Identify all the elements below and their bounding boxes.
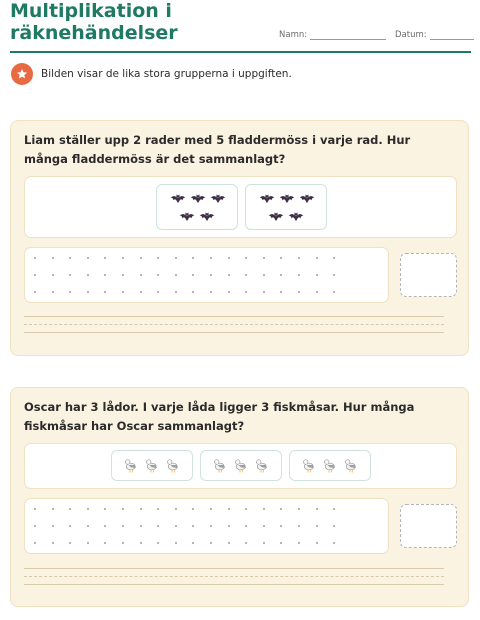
bat-icon (210, 193, 226, 205)
grid-dot (210, 291, 212, 293)
grid-dot (69, 508, 71, 510)
grid-dot (175, 508, 177, 510)
grid-dot (228, 525, 230, 527)
seagull-icon (145, 456, 160, 474)
grid-dot (34, 508, 36, 510)
seagull-icon (344, 456, 359, 474)
grid-dot (140, 525, 142, 527)
bat-icon (268, 211, 284, 223)
grid-dot (157, 525, 159, 527)
grid-dot (157, 508, 159, 510)
writing-line-guide (24, 324, 444, 325)
bat-icon (190, 193, 206, 205)
grid-dot (263, 274, 265, 276)
grid-dot (333, 274, 335, 276)
grid-dot (298, 542, 300, 544)
grid-dot (333, 525, 335, 527)
grid-dot (122, 291, 124, 293)
grid-dot (140, 291, 142, 293)
grid-dot (316, 291, 318, 293)
grid-dot (280, 508, 282, 510)
grid-dot (87, 274, 89, 276)
grid-dot (210, 542, 212, 544)
grid-dot (104, 291, 106, 293)
picture-panel (24, 176, 457, 238)
date-line[interactable] (430, 38, 474, 40)
grid-dot (192, 525, 194, 527)
grid-dot (192, 508, 194, 510)
grid-dot (104, 508, 106, 510)
grid-dot (34, 542, 36, 544)
grid-dot (157, 274, 159, 276)
grid-dot (175, 291, 177, 293)
writing-line[interactable] (24, 584, 444, 585)
name-field[interactable] (279, 30, 386, 40)
grid-dot (298, 257, 300, 259)
seagull-icon (302, 456, 317, 474)
seagull-icon (234, 456, 249, 474)
instruction-text: Bilden visar de lika stora grupperna i uppgiften. (41, 68, 292, 80)
answer-box[interactable] (400, 504, 457, 548)
grid-dot (245, 257, 247, 259)
grid-dot (192, 291, 194, 293)
grid-dot (263, 508, 265, 510)
grid-dot (52, 542, 54, 544)
grid-dot (192, 274, 194, 276)
grid-dot (69, 291, 71, 293)
bat-icon (170, 193, 186, 205)
grid-dot (228, 542, 230, 544)
star-icon (11, 63, 33, 85)
grid-dot (122, 257, 124, 259)
grid-dot (69, 257, 71, 259)
grid-dot (104, 257, 106, 259)
grid-dot (69, 525, 71, 527)
grid-dot (210, 257, 212, 259)
grid-dot (52, 257, 54, 259)
writing-line[interactable] (24, 568, 444, 569)
bat-group (245, 184, 327, 230)
grid-dot (87, 525, 89, 527)
grid-dot (122, 274, 124, 276)
bat-icon (279, 193, 295, 205)
seagull-icon (124, 456, 139, 474)
grid-dot (280, 542, 282, 544)
writing-line[interactable] (24, 332, 444, 333)
grid-dot (298, 525, 300, 527)
grid-dot (34, 257, 36, 259)
grid-dot (87, 542, 89, 544)
grid-dot (157, 291, 159, 293)
grid-dot (157, 542, 159, 544)
grid-dot (104, 525, 106, 527)
picture-panel (24, 443, 457, 489)
writing-line[interactable] (24, 316, 444, 317)
grid-dot (122, 525, 124, 527)
grid-dot (228, 291, 230, 293)
grid-dot (245, 542, 247, 544)
seagull-icon (166, 456, 181, 474)
bat-icon (299, 193, 315, 205)
grid-dot (140, 542, 142, 544)
grid-dot (157, 257, 159, 259)
grid-dot (333, 257, 335, 259)
grid-dot (52, 508, 54, 510)
grid-dot (280, 291, 282, 293)
grid-dot (34, 291, 36, 293)
grid-dot (245, 508, 247, 510)
grid-dot (316, 274, 318, 276)
grid-dot (280, 525, 282, 527)
grid-dot (69, 542, 71, 544)
grid-dot (228, 257, 230, 259)
seagull-icon (323, 456, 338, 474)
grid-dot (87, 508, 89, 510)
question-text: Oscar har 3 lådor. I varje låda ligger 3 fiskmåsar. Hur många fiskmåsar har Oscar sammanlagt? (24, 400, 415, 433)
grid-dot (34, 525, 36, 527)
header-rule (10, 51, 471, 53)
grid-dot (34, 274, 36, 276)
grid-dot (298, 274, 300, 276)
grid-dot (122, 508, 124, 510)
grid-dot (210, 525, 212, 527)
name-label: Namn: (279, 30, 308, 40)
question-text: Liam ställer upp 2 rader med 5 fladdermöss i varje rad. Hur många fladdermöss är det sammanlagt? (24, 133, 411, 166)
grid-dot (210, 508, 212, 510)
grid-dot (69, 274, 71, 276)
grid-dot (175, 542, 177, 544)
grid-dot (175, 274, 177, 276)
grid-dot (175, 257, 177, 259)
bat-icon (288, 211, 304, 223)
grid-dot (316, 542, 318, 544)
date-label: Datum: (395, 30, 427, 40)
title-line-2: räknehändelser (10, 22, 178, 44)
grid-dot (192, 257, 194, 259)
seagull-group (111, 450, 193, 481)
grid-dot (52, 291, 54, 293)
grid-dot (104, 542, 106, 544)
grid-dot (210, 274, 212, 276)
dot-work-area[interactable] (24, 247, 389, 303)
seagull-group (200, 450, 282, 481)
grid-dot (52, 274, 54, 276)
grid-dot (104, 274, 106, 276)
bat-icon (259, 193, 275, 205)
task-card-2 (10, 387, 469, 607)
answer-box[interactable] (400, 253, 457, 297)
grid-dot (280, 274, 282, 276)
grid-dot (263, 542, 265, 544)
grid-dot (87, 291, 89, 293)
seagull-group (289, 450, 371, 481)
task-card-1 (10, 120, 469, 356)
grid-dot (122, 542, 124, 544)
grid-dot (333, 291, 335, 293)
grid-dot (175, 525, 177, 527)
grid-dot (140, 508, 142, 510)
grid-dot (263, 257, 265, 259)
grid-dot (263, 291, 265, 293)
grid-dot (333, 542, 335, 544)
grid-dot (316, 508, 318, 510)
dot-work-area[interactable] (24, 498, 389, 554)
grid-dot (316, 257, 318, 259)
grid-dot (87, 257, 89, 259)
title-line-1: Multiplikation i (10, 0, 172, 22)
grid-dot (52, 525, 54, 527)
grid-dot (140, 274, 142, 276)
grid-dot (192, 542, 194, 544)
grid-dot (298, 508, 300, 510)
bat-icon (179, 211, 195, 223)
bat-icon (199, 211, 215, 223)
grid-dot (245, 291, 247, 293)
grid-dot (263, 525, 265, 527)
grid-dot (140, 257, 142, 259)
grid-dot (245, 274, 247, 276)
name-line[interactable] (310, 38, 386, 40)
grid-dot (280, 257, 282, 259)
seagull-icon (255, 456, 270, 474)
bat-group (156, 184, 238, 230)
grid-dot (228, 508, 230, 510)
writing-line-guide (24, 576, 444, 577)
grid-dot (333, 508, 335, 510)
grid-dot (298, 291, 300, 293)
worksheet-title (10, 0, 178, 44)
seagull-icon (213, 456, 228, 474)
grid-dot (316, 525, 318, 527)
date-field[interactable] (395, 30, 474, 40)
grid-dot (228, 274, 230, 276)
grid-dot (245, 525, 247, 527)
